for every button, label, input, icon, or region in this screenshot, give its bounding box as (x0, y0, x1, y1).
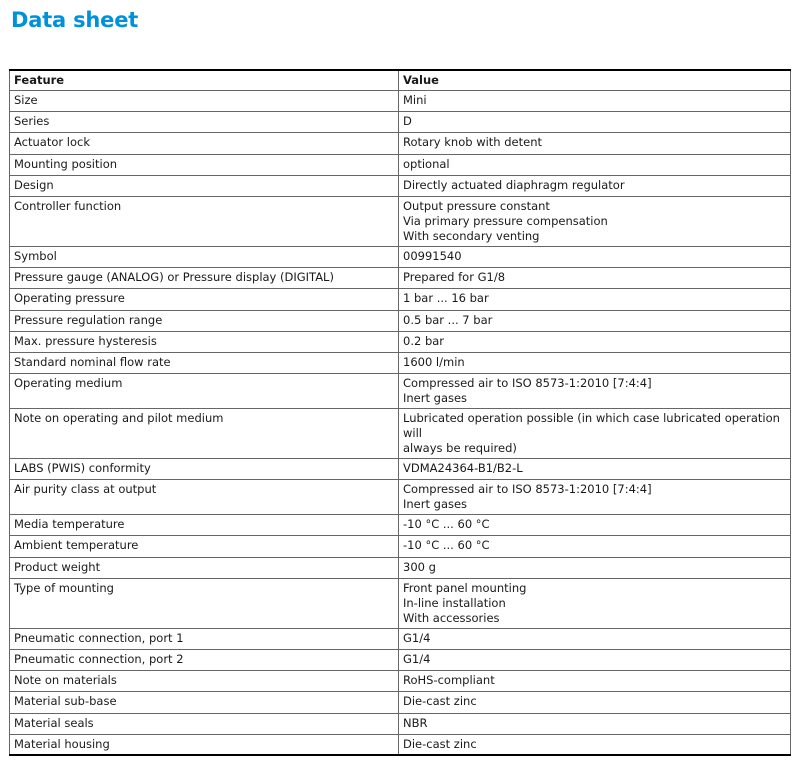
value-line: 1 bar ... 16 bar (403, 291, 489, 306)
table-row (10, 734, 791, 755)
table-row (10, 650, 791, 671)
value-line: 00991540 (403, 248, 462, 263)
feature-cell: LABS (PWIS) conformity (10, 459, 399, 480)
value-line: G1/4 (403, 652, 431, 666)
table-row (10, 154, 791, 175)
value-cell (399, 671, 791, 692)
table-row (10, 112, 791, 133)
value-line: Rotary knob with detent (403, 135, 543, 150)
value-line: 1600 l/min (403, 354, 465, 369)
value-cell (399, 91, 791, 112)
table-row (10, 374, 791, 409)
feature-cell: Controller function (10, 196, 399, 246)
value-cell (399, 650, 791, 671)
table-row (10, 578, 791, 628)
table-row (10, 310, 791, 331)
table-body (10, 91, 791, 756)
table-row (10, 459, 791, 480)
feature-cell: Material sub-base (10, 692, 399, 713)
table-row (10, 713, 791, 734)
feature-cell: Series (10, 112, 399, 133)
value-line: NBR (403, 715, 428, 730)
value-cell (399, 246, 791, 267)
data-sheet-table (9, 69, 791, 756)
value-cell (399, 112, 791, 133)
value-line: In-line installation (403, 595, 506, 610)
value-line: Inert gases (403, 391, 468, 406)
value-line: 0.5 bar ... 7 bar (403, 312, 493, 327)
value-cell (399, 409, 791, 459)
feature-cell: Max. pressure hysteresis (10, 331, 399, 352)
value-cell (399, 175, 791, 196)
table-row (10, 692, 791, 713)
value-line: optional (403, 156, 450, 171)
table-row (10, 352, 791, 373)
value-line: Die-cast zinc (403, 694, 477, 709)
feature-cell: Note on materials (10, 671, 399, 692)
value-line: G1/4 (403, 630, 431, 645)
value-cell (399, 459, 791, 480)
feature-cell: Actuator lock (10, 133, 399, 154)
feature-cell: Material housing (10, 734, 399, 755)
feature-cell: Type of mounting (10, 578, 399, 628)
value-line: -10 °C ... 60 °C (403, 538, 490, 553)
table-row (10, 536, 791, 557)
table-row (10, 671, 791, 692)
value-line: VDMA24364-B1/B2-L (403, 461, 523, 476)
value-cell (399, 196, 791, 246)
table-row (10, 196, 791, 246)
value-line: Inert gases (403, 497, 468, 512)
column-header-value: Value (399, 70, 791, 91)
feature-cell: Standard nominal flow rate (10, 352, 399, 373)
feature-cell: Operating medium (10, 374, 399, 409)
value-cell (399, 374, 791, 409)
value-line: Compressed air to ISO 8573-1:2010 [7:4:4] (403, 376, 652, 391)
value-cell (399, 352, 791, 373)
value-cell (399, 268, 791, 289)
feature-cell: Design (10, 175, 399, 196)
value-cell (399, 154, 791, 175)
value-line: Lubricated operation possible (in which case lubricated operation will (403, 411, 780, 441)
value-cell (399, 289, 791, 310)
value-line: Front panel mounting (403, 580, 527, 595)
feature-cell: Product weight (10, 557, 399, 578)
feature-cell: Pneumatic connection, port 1 (10, 628, 399, 649)
feature-cell: Ambient temperature (10, 536, 399, 557)
table-row (10, 480, 791, 515)
value-line: With secondary venting (403, 228, 540, 243)
value-cell (399, 713, 791, 734)
table-row (10, 175, 791, 196)
value-cell (399, 480, 791, 515)
table-row (10, 331, 791, 352)
feature-cell: Material seals (10, 713, 399, 734)
feature-cell: Operating pressure (10, 289, 399, 310)
value-cell (399, 557, 791, 578)
table-header-row (10, 70, 791, 91)
value-line: With accessories (403, 610, 500, 625)
value-line: Output pressure constant (403, 198, 550, 213)
table-row (10, 246, 791, 267)
value-line: 300 g (403, 559, 436, 574)
table-row (10, 91, 791, 112)
value-line: Prepared for G1/8 (403, 270, 506, 285)
value-line: Die-cast zinc (403, 736, 477, 751)
feature-cell: Note on operating and pilot medium (10, 409, 399, 459)
value-cell (399, 310, 791, 331)
feature-cell: Size (10, 91, 399, 112)
value-cell (399, 536, 791, 557)
feature-cell: Symbol (10, 246, 399, 267)
table-row (10, 628, 791, 649)
value-line: -10 °C ... 60 °C (403, 517, 490, 532)
table-row (10, 268, 791, 289)
table-row (10, 133, 791, 154)
column-header-feature: Feature (10, 70, 399, 91)
value-line: RoHS-compliant (403, 673, 495, 688)
value-cell (399, 628, 791, 649)
value-cell (399, 578, 791, 628)
table-row (10, 409, 791, 459)
value-line: Mini (403, 93, 427, 107)
page-title: Data sheet (11, 8, 139, 32)
feature-cell: Pneumatic connection, port 2 (10, 650, 399, 671)
value-cell (399, 133, 791, 154)
value-line: Via primary pressure compensation (403, 213, 608, 228)
feature-cell: Mounting position (10, 154, 399, 175)
value-line: Directly actuated diaphragm regulator (403, 177, 625, 192)
feature-cell: Pressure regulation range (10, 310, 399, 331)
table-row (10, 289, 791, 310)
value-line: always be required) (403, 441, 517, 456)
table-row (10, 515, 791, 536)
value-cell (399, 515, 791, 536)
feature-cell: Air purity class at output (10, 480, 399, 515)
feature-cell: Pressure gauge (ANALOG) or Pressure display (DIGITAL) (10, 268, 399, 289)
value-cell (399, 331, 791, 352)
feature-cell: Media temperature (10, 515, 399, 536)
table-row (10, 557, 791, 578)
value-line: 0.2 bar (403, 333, 445, 348)
value-cell (399, 734, 791, 755)
value-line: Compressed air to ISO 8573-1:2010 [7:4:4] (403, 482, 652, 497)
value-line: D (403, 114, 412, 129)
value-cell (399, 692, 791, 713)
